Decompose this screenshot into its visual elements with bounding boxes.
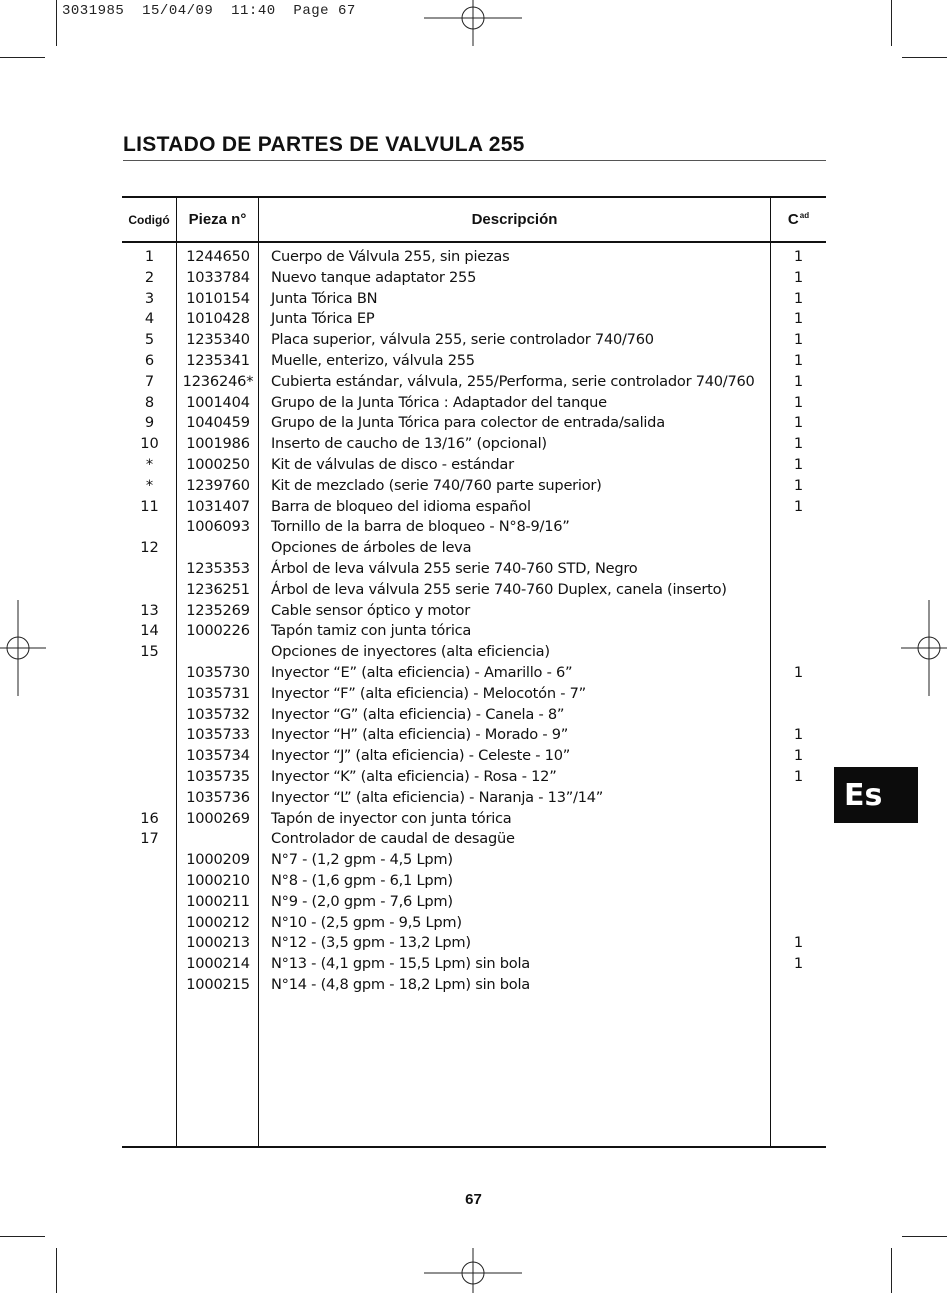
- row-code: 4: [144, 310, 155, 328]
- row-part-number: 1035730: [186, 663, 250, 681]
- table-row: [122, 289, 826, 310]
- row-description: Placa superior, válvula 255, serie controlador 740/760: [271, 331, 654, 349]
- row-description: Tapón tamiz con junta tórica: [271, 622, 472, 640]
- row-part-number: 1035734: [186, 747, 250, 765]
- row-description: Opciones de árboles de leva: [271, 539, 472, 557]
- row-description: N°12 - (3,5 gpm - 13,2 Lpm): [271, 934, 471, 952]
- header-quantity-label: C: [787, 211, 799, 228]
- table-row: [122, 476, 826, 497]
- table-row: [122, 268, 826, 289]
- crop-mark-top-right-h: [902, 57, 947, 58]
- row-description: Nuevo tanque adaptator 255: [271, 268, 477, 286]
- row-code: 11: [140, 497, 159, 515]
- page-title: LISTADO DE PARTES DE VALVULA 255: [123, 133, 525, 156]
- row-description: Inyector “L” (alta eficiencia) - Naranja - 13”/14”: [271, 788, 604, 806]
- crop-mark-bottom-right-h: [902, 1236, 947, 1237]
- row-description: Árbol de leva válvula 255 serie 740-760 Duplex, canela (inserto): [271, 580, 727, 598]
- table-row: [122, 788, 826, 809]
- row-description: N°9 - (2,0 gpm - 7,6 Lpm): [271, 892, 453, 910]
- row-part-number: 1000213: [186, 934, 250, 952]
- table-row: [122, 351, 826, 372]
- header-quantity-superscript: ad: [799, 211, 810, 220]
- row-quantity: 1: [793, 414, 804, 432]
- row-code: 8: [144, 393, 155, 411]
- crop-mark-bottom-right-v: [891, 1248, 892, 1293]
- row-part-number: 1235341: [186, 351, 250, 369]
- row-description: Árbol de leva válvula 255 serie 740-760 STD, Negro: [271, 559, 638, 577]
- registration-mark-top-icon: [424, 0, 522, 46]
- table-row: [122, 247, 826, 268]
- row-description: Kit de mezclado (serie 740/760 parte superior): [271, 476, 602, 494]
- row-quantity: 1: [793, 455, 804, 473]
- title-underline: [123, 160, 826, 161]
- row-description: Tornillo de la barra de bloqueo - N°8-9/16”: [271, 518, 570, 536]
- table-row: [122, 517, 826, 538]
- table-row: [122, 434, 826, 455]
- row-quantity: 1: [793, 726, 804, 744]
- row-part-number: 1236246*: [182, 372, 254, 390]
- row-part-number: 1000211: [186, 892, 250, 910]
- row-description: Grupo de la Junta Tórica : Adaptador del tanque: [271, 393, 607, 411]
- language-tab: Es: [834, 767, 918, 823]
- row-code: *: [145, 476, 154, 494]
- header-description: Descripción: [471, 211, 558, 228]
- row-code: 9: [144, 414, 155, 432]
- table-row: [122, 850, 826, 871]
- header-rule: [122, 241, 826, 243]
- row-part-number: 1035736: [186, 788, 250, 806]
- table-body: [122, 247, 826, 996]
- row-code: 2: [144, 268, 155, 286]
- table-row: [122, 372, 826, 393]
- row-description: N°10 - (2,5 gpm - 9,5 Lpm): [271, 913, 462, 931]
- row-part-number: 1000269: [186, 809, 250, 827]
- crop-mark-top-right-v: [891, 0, 892, 46]
- table-row: [122, 892, 826, 913]
- row-description: Junta Tórica EP: [271, 310, 375, 328]
- table-row: [122, 455, 826, 476]
- row-quantity: 1: [793, 351, 804, 369]
- crop-mark-bottom-left-v: [56, 1248, 57, 1293]
- row-quantity: 1: [793, 663, 804, 681]
- row-description: Inserto de caucho de 13/16” (opcional): [271, 435, 547, 453]
- row-description: N°8 - (1,6 gpm - 6,1 Lpm): [271, 871, 453, 889]
- row-quantity: 1: [793, 955, 804, 973]
- row-description: Muelle, enterizo, válvula 255: [271, 351, 475, 369]
- row-code: 17: [140, 830, 159, 848]
- row-part-number: 1010428: [186, 310, 250, 328]
- row-code: 3: [144, 289, 155, 307]
- row-description: Controlador de caudal de desagüe: [271, 830, 515, 848]
- row-quantity: 1: [793, 289, 804, 307]
- registration-mark-right-icon: [901, 600, 947, 696]
- table-row: [122, 621, 826, 642]
- row-part-number: 1235269: [186, 601, 250, 619]
- table-row: [122, 393, 826, 414]
- row-part-number: 1035733: [186, 726, 250, 744]
- registration-mark-left-icon: [0, 600, 46, 696]
- row-description: Opciones de inyectores (alta eficiencia): [271, 643, 550, 661]
- row-part-number: 1235340: [186, 331, 250, 349]
- header-quantity: [771, 198, 826, 241]
- row-part-number: 1235353: [186, 559, 250, 577]
- crop-mark-bottom-left-h: [0, 1236, 45, 1237]
- crop-mark-top-left-h: [0, 57, 45, 58]
- registration-mark-bottom-icon: [424, 1248, 522, 1293]
- row-description: Inyector “E” (alta eficiencia) - Amarillo - 6”: [271, 663, 573, 681]
- table-row: [122, 538, 826, 559]
- row-part-number: 1239760: [186, 476, 250, 494]
- crop-mark-top-left-v: [56, 0, 57, 46]
- row-description: Cubierta estándar, válvula, 255/Performa, serie controlador 740/760: [271, 372, 755, 390]
- row-part-number: 1236251: [186, 580, 250, 598]
- table-row: [122, 725, 826, 746]
- table-row: [122, 871, 826, 892]
- row-quantity: 1: [793, 934, 804, 952]
- row-quantity: 1: [793, 497, 804, 515]
- row-description: Junta Tórica BN: [271, 289, 378, 307]
- row-code: 15: [140, 643, 159, 661]
- header-part-number: Pieza n°: [188, 211, 247, 228]
- row-description: Cable sensor óptico y motor: [271, 601, 470, 619]
- table-row: [122, 975, 826, 996]
- row-part-number: 1000250: [186, 455, 250, 473]
- row-part-number: 1244650: [186, 248, 250, 265]
- row-quantity: 1: [793, 310, 804, 328]
- table-row: [122, 767, 826, 788]
- table-row: [122, 559, 826, 580]
- row-part-number: 1006093: [186, 518, 250, 536]
- row-code: 14: [140, 622, 159, 640]
- table-row: [122, 663, 826, 684]
- row-description: Inyector “K” (alta eficiencia) - Rosa - 12”: [271, 767, 557, 785]
- table-row: [122, 954, 826, 975]
- table-row: [122, 809, 826, 830]
- row-quantity: 1: [793, 476, 804, 494]
- row-description: Inyector “G” (alta eficiencia) - Canela - 8”: [271, 705, 565, 723]
- row-description: Inyector “J” (alta eficiencia) - Celeste - 10”: [271, 747, 571, 765]
- row-description: Inyector “H” (alta eficiencia) - Morado - 9”: [271, 726, 569, 744]
- row-code: 5: [144, 331, 155, 349]
- row-code: 16: [140, 809, 159, 827]
- row-part-number: 1031407: [186, 497, 250, 515]
- row-code: 10: [140, 435, 159, 453]
- row-part-number: 1000226: [186, 622, 250, 640]
- header-code: Codigó: [128, 212, 170, 227]
- row-part-number: 1001986: [186, 435, 250, 453]
- page-number: 67: [465, 1191, 482, 1208]
- row-part-number: 1000210: [186, 871, 250, 889]
- row-code: 7: [144, 372, 155, 390]
- table-row: [122, 933, 826, 954]
- row-code: *: [145, 455, 154, 473]
- table-row: [122, 601, 826, 622]
- row-part-number: 1035732: [186, 705, 250, 723]
- row-part-number: 1001404: [186, 393, 250, 411]
- row-part-number: 1035735: [186, 767, 250, 785]
- table-row: [122, 309, 826, 330]
- row-quantity: 1: [793, 372, 804, 390]
- row-description: N°7 - (1,2 gpm - 4,5 Lpm): [271, 851, 453, 869]
- parts-table: [122, 196, 826, 1148]
- row-quantity: 1: [793, 331, 804, 349]
- row-part-number: 1000212: [186, 913, 250, 931]
- table-row: [122, 413, 826, 434]
- row-quantity: 1: [793, 767, 804, 785]
- row-code: 6: [144, 351, 155, 369]
- table-row: [122, 580, 826, 601]
- table-row: [122, 746, 826, 767]
- table-row: [122, 829, 826, 850]
- table-row: [122, 684, 826, 705]
- row-part-number: 1035731: [186, 684, 250, 702]
- row-description: N°13 - (4,1 gpm - 15,5 Lpm) sin bola: [271, 955, 530, 973]
- row-quantity: 1: [793, 747, 804, 765]
- row-code: 13: [140, 601, 159, 619]
- table-row: [122, 705, 826, 726]
- row-part-number: 1000215: [186, 975, 250, 993]
- row-part-number: 1000209: [186, 851, 250, 869]
- row-description: Kit de válvulas de disco - estándar: [271, 455, 514, 473]
- row-code: 12: [140, 539, 159, 557]
- table-row: [122, 913, 826, 934]
- table-row: [122, 497, 826, 518]
- row-description: Barra de bloqueo del idioma español: [271, 497, 531, 515]
- table-row: [122, 642, 826, 663]
- row-quantity: 1: [793, 393, 804, 411]
- print-slug: 3031985 15/04/09 11:40 Page 67: [62, 3, 356, 19]
- row-quantity: 1: [793, 268, 804, 286]
- row-quantity: 1: [793, 248, 804, 265]
- row-description: Tapón de inyector con junta tórica: [271, 809, 512, 827]
- row-part-number: 1033784: [186, 268, 250, 286]
- row-quantity: 1: [793, 435, 804, 453]
- row-description: Inyector “F” (alta eficiencia) - Melocotón - 7”: [271, 684, 586, 702]
- row-description: Grupo de la Junta Tórica para colector de entrada/salida: [271, 414, 665, 432]
- row-code: 1: [144, 248, 155, 265]
- row-part-number: 1010154: [186, 289, 250, 307]
- table-row: [122, 330, 826, 351]
- row-part-number: 1000214: [186, 955, 250, 973]
- row-part-number: 1040459: [186, 414, 250, 432]
- row-description: N°14 - (4,8 gpm - 18,2 Lpm) sin bola: [271, 975, 530, 993]
- row-description: Cuerpo de Válvula 255, sin piezas: [271, 248, 510, 265]
